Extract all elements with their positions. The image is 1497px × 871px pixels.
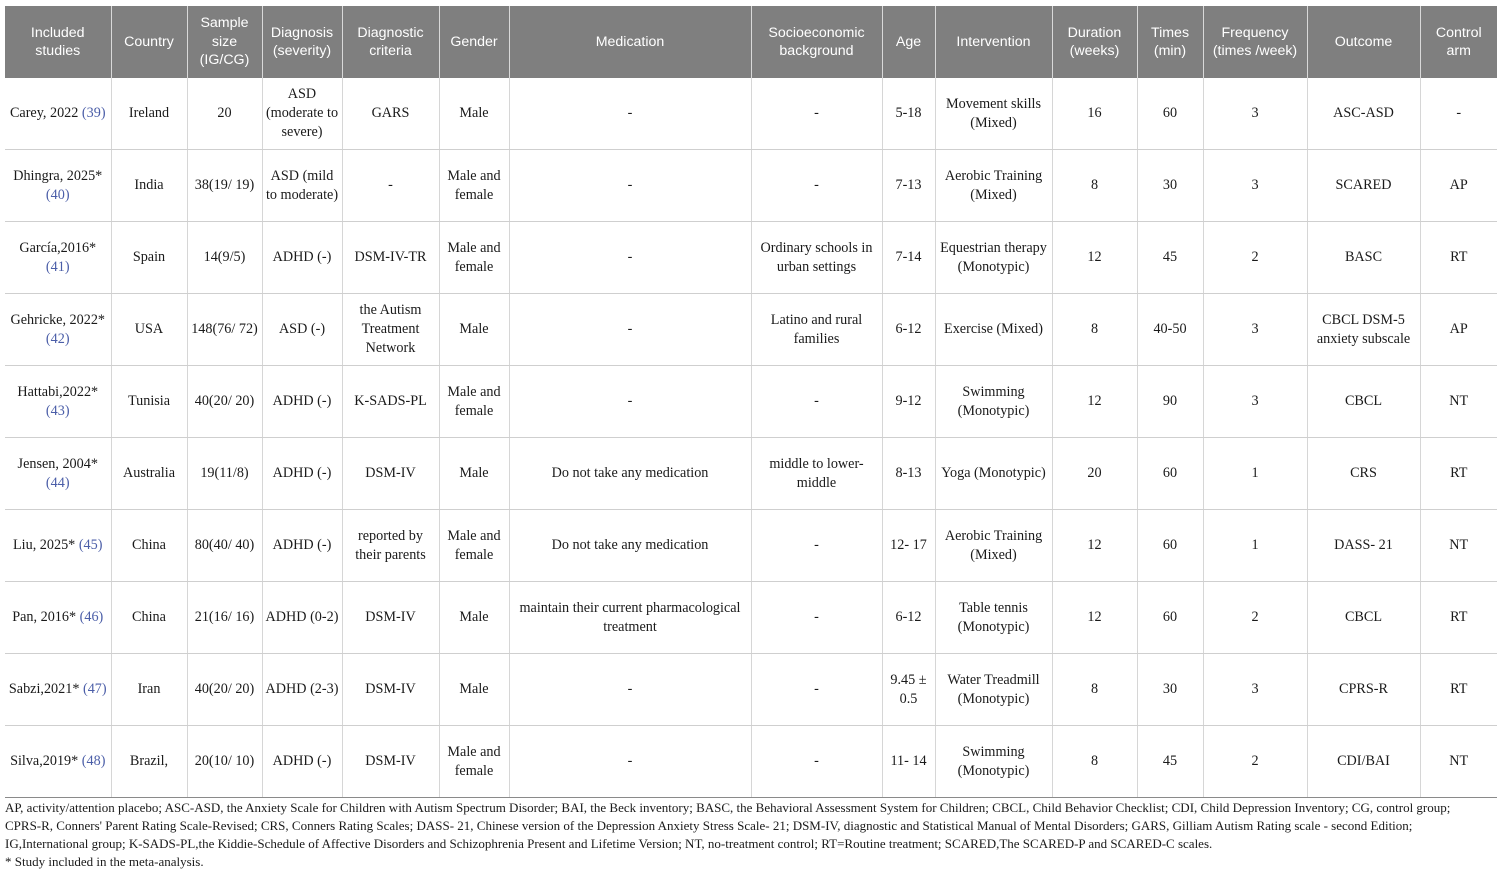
cell-control: RT — [1420, 222, 1497, 294]
table-row — [5, 150, 1497, 222]
cell-gender: Male — [439, 582, 509, 654]
cell-sample: 40(20/ 20) — [187, 366, 262, 438]
cell-outcome: CBCL DSM-5 anxiety subscale — [1307, 294, 1420, 366]
cell-times: 45 — [1137, 222, 1203, 294]
cell-sample: 80(40/ 40) — [187, 510, 262, 582]
cell-study — [5, 366, 111, 438]
cell-frequency: 1 — [1203, 510, 1307, 582]
column-header: Medication — [509, 6, 751, 78]
cell-outcome: SCARED — [1307, 150, 1420, 222]
study-name: Jensen, 2004* — [17, 455, 98, 472]
cell-diagnosis: ADHD (-) — [262, 438, 342, 510]
study-name: Silva,2019* — [10, 753, 79, 770]
cell-duration: 8 — [1052, 726, 1137, 798]
cell-outcome: CBCL — [1307, 582, 1420, 654]
cell-country: Ireland — [111, 78, 187, 150]
cell-study — [5, 150, 111, 222]
cell-duration: 16 — [1052, 78, 1137, 150]
cell-duration: 12 — [1052, 222, 1137, 294]
cell-medication: - — [509, 222, 751, 294]
column-header: Outcome — [1307, 6, 1420, 78]
cell-times: 30 — [1137, 654, 1203, 726]
column-header: Gender — [439, 6, 509, 78]
cell-outcome: DASS- 21 — [1307, 510, 1420, 582]
table-row — [5, 222, 1497, 294]
cell-diagnosis: ADHD (-) — [262, 222, 342, 294]
cell-age: 7-14 — [882, 222, 935, 294]
cell-age: 12- 17 — [882, 510, 935, 582]
table-row — [5, 510, 1497, 582]
cell-times: 40-50 — [1137, 294, 1203, 366]
reference-link[interactable]: (46) — [79, 609, 104, 626]
cell-sample: 21(16/ 16) — [187, 582, 262, 654]
asterisk-note: * Study included in the meta-analysis. — [5, 854, 204, 869]
cell-intervention: Swimming (Monotypic) — [935, 366, 1052, 438]
cell-times: 60 — [1137, 78, 1203, 150]
cell-age: 9.45 ± 0.5 — [882, 654, 935, 726]
cell-country: Iran — [111, 654, 187, 726]
cell-outcome: ASC-ASD — [1307, 78, 1420, 150]
cell-medication: Do not take any medication — [509, 510, 751, 582]
cell-intervention: Table tennis (Monotypic) — [935, 582, 1052, 654]
cell-medication: - — [509, 78, 751, 150]
cell-times: 45 — [1137, 726, 1203, 798]
cell-gender: Male and female — [439, 366, 509, 438]
cell-intervention: Exercise (Mixed) — [935, 294, 1052, 366]
cell-gender: Male and female — [439, 510, 509, 582]
study-name: Sabzi,2021* — [8, 681, 80, 698]
cell-age: 11- 14 — [882, 726, 935, 798]
cell-socio: Latino and rural families — [751, 294, 882, 366]
cell-socio: - — [751, 726, 882, 798]
cell-diagnosis: ASD (moderate to severe) — [262, 78, 342, 150]
cell-country: Brazil, — [111, 726, 187, 798]
reference-link[interactable]: (39) — [81, 105, 106, 122]
cell-study — [5, 726, 111, 798]
cell-sample: 40(20/ 20) — [187, 654, 262, 726]
column-header: Control arm — [1420, 6, 1497, 78]
cell-times: 60 — [1137, 438, 1203, 510]
cell-outcome: CDI/BAI — [1307, 726, 1420, 798]
cell-criteria: GARS — [342, 78, 439, 150]
cell-duration: 8 — [1052, 294, 1137, 366]
cell-duration: 12 — [1052, 510, 1137, 582]
cell-intervention: Swimming (Monotypic) — [935, 726, 1052, 798]
cell-control: NT — [1420, 510, 1497, 582]
cell-intervention: Yoga (Monotypic) — [935, 438, 1052, 510]
cell-criteria: DSM-IV — [342, 726, 439, 798]
cell-gender: Male — [439, 654, 509, 726]
reference-link[interactable]: (48) — [81, 753, 106, 770]
column-header: Age — [882, 6, 935, 78]
cell-times: 60 — [1137, 510, 1203, 582]
cell-medication: - — [509, 654, 751, 726]
cell-medication: - — [509, 726, 751, 798]
reference-link[interactable]: (43) — [45, 402, 70, 419]
reference-link[interactable]: (42) — [45, 330, 70, 347]
table-row — [5, 78, 1497, 150]
reference-link[interactable]: (40) — [45, 186, 70, 203]
cell-age: 9-12 — [882, 366, 935, 438]
cell-diagnosis: ADHD (0-2) — [262, 582, 342, 654]
column-header: Included studies — [5, 6, 111, 78]
cell-socio: - — [751, 654, 882, 726]
cell-outcome: CRS — [1307, 438, 1420, 510]
cell-duration: 20 — [1052, 438, 1137, 510]
cell-socio: Ordinary schools in urban settings — [751, 222, 882, 294]
study-name: Gehricke, 2022* — [10, 311, 106, 328]
table-row — [5, 726, 1497, 798]
cell-sample: 20 — [187, 78, 262, 150]
cell-socio: - — [751, 150, 882, 222]
cell-outcome: CPRS-R — [1307, 654, 1420, 726]
cell-duration: 8 — [1052, 654, 1137, 726]
cell-control: RT — [1420, 438, 1497, 510]
cell-sample: 14(9/5) — [187, 222, 262, 294]
study-characteristics-table-container — [5, 6, 1482, 871]
cell-control: RT — [1420, 654, 1497, 726]
cell-age: 8-13 — [882, 438, 935, 510]
cell-intervention: Aerobic Training (Mixed) — [935, 510, 1052, 582]
cell-gender: Male — [439, 294, 509, 366]
study-name: Hattabi,2022* — [17, 383, 99, 400]
cell-times: 60 — [1137, 582, 1203, 654]
cell-frequency: 1 — [1203, 438, 1307, 510]
column-header: Duration (weeks) — [1052, 6, 1137, 78]
cell-study — [5, 582, 111, 654]
cell-control: AP — [1420, 150, 1497, 222]
cell-intervention: Water Treadmill (Monotypic) — [935, 654, 1052, 726]
cell-diagnosis: ADHD (-) — [262, 366, 342, 438]
cell-country: India — [111, 150, 187, 222]
cell-control: NT — [1420, 366, 1497, 438]
cell-duration: 8 — [1052, 150, 1137, 222]
cell-country: China — [111, 510, 187, 582]
cell-control: NT — [1420, 726, 1497, 798]
study-name: Dhingra, 2025* — [13, 167, 103, 184]
cell-control: RT — [1420, 582, 1497, 654]
cell-frequency: 2 — [1203, 726, 1307, 798]
cell-criteria: DSM-IV — [342, 438, 439, 510]
cell-frequency: 3 — [1203, 294, 1307, 366]
cell-country: China — [111, 582, 187, 654]
table-row — [5, 366, 1497, 438]
column-header: Times (min) — [1137, 6, 1203, 78]
cell-medication: maintain their current pharmacological treatment — [509, 582, 751, 654]
table-row — [5, 294, 1497, 366]
cell-control: AP — [1420, 294, 1497, 366]
study-name: García,2016* — [19, 239, 97, 256]
table-body — [5, 78, 1497, 798]
column-header: Country — [111, 6, 187, 78]
cell-times: 90 — [1137, 366, 1203, 438]
column-header: Diagnosis (severity) — [262, 6, 342, 78]
cell-country: Tunisia — [111, 366, 187, 438]
cell-sample: 20(10/ 10) — [187, 726, 262, 798]
cell-gender: Male — [439, 438, 509, 510]
cell-country: USA — [111, 294, 187, 366]
cell-criteria: - — [342, 150, 439, 222]
cell-frequency: 3 — [1203, 366, 1307, 438]
cell-socio: - — [751, 366, 882, 438]
column-header: Diagnostic criteria — [342, 6, 439, 78]
header-row — [5, 6, 1497, 78]
cell-country: Spain — [111, 222, 187, 294]
cell-outcome: CBCL — [1307, 366, 1420, 438]
study-characteristics-table — [5, 6, 1497, 798]
cell-country: Australia — [111, 438, 187, 510]
cell-study — [5, 654, 111, 726]
cell-socio: middle to lower-middle — [751, 438, 882, 510]
cell-study — [5, 438, 111, 510]
cell-times: 30 — [1137, 150, 1203, 222]
cell-socio: - — [751, 582, 882, 654]
cell-study — [5, 294, 111, 366]
reference-link[interactable]: (41) — [45, 258, 70, 275]
cell-age: 6-12 — [882, 582, 935, 654]
cell-outcome: BASC — [1307, 222, 1420, 294]
table-footnotes — [5, 798, 1455, 871]
cell-gender: Male and female — [439, 726, 509, 798]
cell-study — [5, 510, 111, 582]
cell-frequency: 3 — [1203, 654, 1307, 726]
cell-gender: Male and female — [439, 222, 509, 294]
abbreviations-note: AP, activity/attention placebo; ASC-ASD, the Anxiety Scale for Children with Autism Spectrum Disorder; BAI, the Beck inventory; BASC, the Behavioral Assessment System for Children; CBCL, Child Behavior Checklist; CDI, Child Depression Inventory; CG, control group; CPRS-R, Conners' Parent Rating Scale-Revised; CRS, Conners Rating Scales; DASS- 21, Chinese version of the Depression Anxiety Stress Scale- 21; DSM-IV, diagnostic and Statistical Manual of Mental Disorders; GARS, Gilliam Autism Rating scale - second Edition; IG,International group; K-SADS-PL,the Kiddie-Schedule of Affective Disorders and Schizophrenia Present and Lifetime Version; NT, no-treatment control; RT=Routine treatment; SCARED,The SCARED-P and SCARED-C scales. — [5, 800, 1451, 851]
cell-age: 6-12 — [882, 294, 935, 366]
cell-diagnosis: ADHD (2-3) — [262, 654, 342, 726]
cell-study — [5, 78, 111, 150]
table-row — [5, 582, 1497, 654]
cell-criteria: DSM-IV — [342, 582, 439, 654]
column-header: Sample size (IG/CG) — [187, 6, 262, 78]
cell-diagnosis: ASD (-) — [262, 294, 342, 366]
cell-intervention: Aerobic Training (Mixed) — [935, 150, 1052, 222]
study-name: Liu, 2025* — [13, 537, 76, 554]
cell-intervention: Movement skills (Mixed) — [935, 78, 1052, 150]
cell-gender: Male and female — [439, 150, 509, 222]
cell-age: 5-18 — [882, 78, 935, 150]
cell-sample: 19(11/8) — [187, 438, 262, 510]
cell-criteria: DSM-IV-TR — [342, 222, 439, 294]
study-name: Pan, 2016* — [12, 609, 77, 626]
cell-diagnosis: ASD (mild to moderate) — [262, 150, 342, 222]
cell-age: 7-13 — [882, 150, 935, 222]
reference-link[interactable]: (45) — [78, 537, 103, 554]
cell-medication: - — [509, 150, 751, 222]
cell-control: - — [1420, 78, 1497, 150]
cell-medication: - — [509, 366, 751, 438]
cell-sample: 38(19/ 19) — [187, 150, 262, 222]
cell-criteria: reported by their parents — [342, 510, 439, 582]
cell-duration: 12 — [1052, 366, 1137, 438]
cell-gender: Male — [439, 78, 509, 150]
cell-duration: 12 — [1052, 582, 1137, 654]
cell-intervention: Equestrian therapy (Monotypic) — [935, 222, 1052, 294]
column-header: Frequency (times /week) — [1203, 6, 1307, 78]
table-row — [5, 654, 1497, 726]
cell-diagnosis: ADHD (-) — [262, 726, 342, 798]
column-header: Socioeconomic background — [751, 6, 882, 78]
cell-medication: - — [509, 294, 751, 366]
cell-criteria: the Autism Treatment Network — [342, 294, 439, 366]
cell-medication: Do not take any medication — [509, 438, 751, 510]
reference-link[interactable]: (47) — [82, 681, 107, 698]
cell-socio: - — [751, 78, 882, 150]
cell-sample: 148(76/ 72) — [187, 294, 262, 366]
reference-link[interactable]: (44) — [45, 474, 70, 491]
cell-diagnosis: ADHD (-) — [262, 510, 342, 582]
cell-frequency: 3 — [1203, 150, 1307, 222]
cell-criteria: DSM-IV — [342, 654, 439, 726]
column-header: Intervention — [935, 6, 1052, 78]
cell-frequency: 2 — [1203, 582, 1307, 654]
study-name: Carey, 2022 — [9, 105, 79, 122]
cell-frequency: 2 — [1203, 222, 1307, 294]
table-row — [5, 438, 1497, 510]
cell-criteria: K-SADS-PL — [342, 366, 439, 438]
cell-socio: - — [751, 510, 882, 582]
cell-frequency: 3 — [1203, 78, 1307, 150]
cell-study — [5, 222, 111, 294]
